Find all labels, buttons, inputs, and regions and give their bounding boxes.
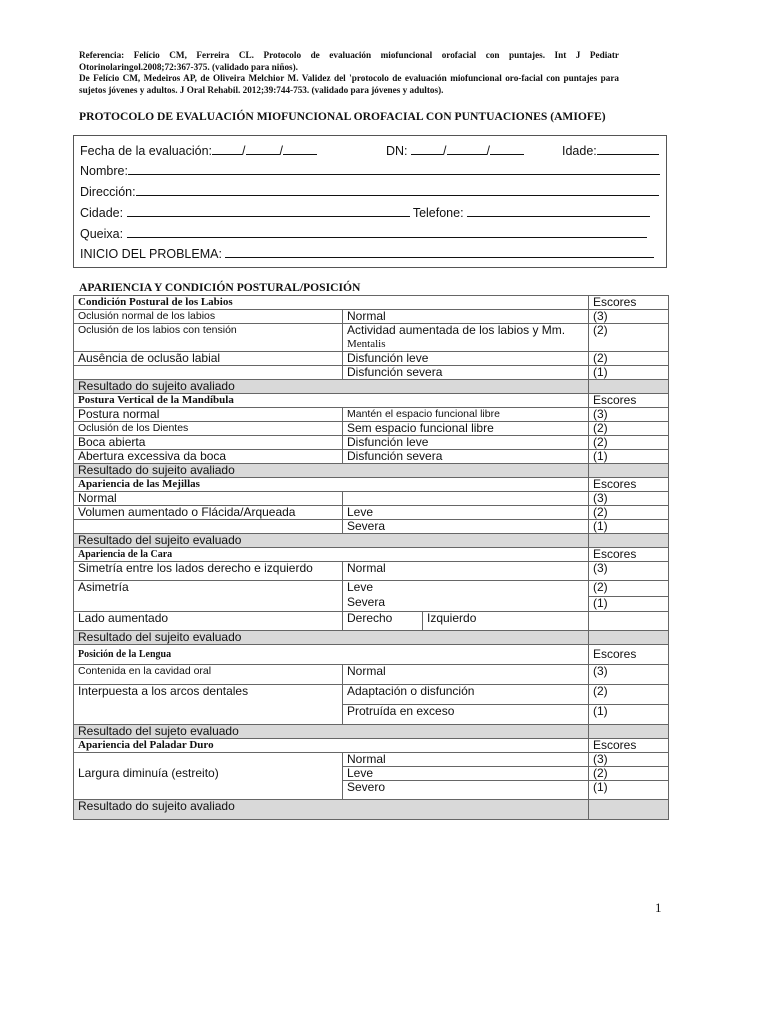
queixa-label: Queixa:: [80, 227, 124, 241]
reference-2: De Felício CM, Medeiros AP, de Oliveira Melchior M. Validez del 'protocolo de evaluación miofuncional oro-facial con puntajes para sujetos jóvenes y adultos. J Oral Rehabil. 2012;39:744-753. (validado para jóvenes y adultos).: [79, 73, 619, 95]
result-field[interactable]: [589, 725, 669, 739]
row-score[interactable]: (1): [589, 520, 669, 534]
result-label: Resultado del sujeito evaluado: [74, 534, 589, 548]
row-score[interactable]: (3): [589, 753, 669, 767]
result-label: Resultado do sujeito avaliado: [74, 464, 589, 478]
scores-header: Escores: [589, 645, 669, 665]
queixa-line: [80, 226, 647, 241]
result-label: Resultado do sujeito avaliado: [74, 380, 589, 394]
group-header-row: [74, 394, 669, 408]
result-field[interactable]: [589, 380, 669, 394]
row-score[interactable]: (2): [589, 422, 669, 436]
result-field[interactable]: [589, 631, 669, 645]
inicio-label: INICIO DEL PROBLEMA:: [80, 247, 222, 261]
labios-header: Condición Postural de los Labios: [74, 296, 589, 310]
table-row: [74, 436, 669, 450]
direccion-label: Dirección:: [80, 185, 136, 199]
scores-header: Escores: [589, 739, 669, 753]
row-condition: Severa: [343, 596, 589, 611]
row-label: Oclusión de los labios con tensión: [74, 324, 343, 352]
result-row: [74, 534, 669, 548]
result-row: [74, 725, 669, 739]
row-condition: Disfunción leve: [343, 352, 589, 366]
dn-month-field[interactable]: [447, 143, 487, 155]
row-label: Boca abierta: [74, 436, 343, 450]
cidade-label: Cidade:: [80, 206, 124, 220]
table-row: [74, 753, 669, 767]
table-row: [74, 581, 669, 597]
side-right-option[interactable]: Derecho: [343, 612, 423, 631]
table-row: [74, 324, 669, 352]
table-row: [74, 665, 669, 685]
group-header-row: [74, 478, 669, 492]
row-score[interactable]: [589, 612, 669, 631]
row-label: Volumen aumentado o Flácida/Arqueada: [74, 506, 343, 520]
table-row: [74, 506, 669, 520]
result-field[interactable]: [589, 800, 669, 820]
scores-header: Escores: [589, 478, 669, 492]
fecha-label: Fecha de la evaluación:: [80, 144, 213, 158]
row-label: Ausência de oclusão labial: [74, 352, 343, 366]
table-row: [74, 366, 669, 380]
result-label: Resultado del sujeto evaluado: [74, 725, 589, 739]
evaluation-table: [73, 295, 669, 820]
condition-line-1: Actividad aumentada de los labios y Mm.: [347, 323, 566, 337]
row-label: Oclusión de los Dientes: [74, 422, 343, 436]
result-label: Resultado del sujeito evaluado: [74, 631, 589, 645]
row-label: Normal: [74, 492, 343, 506]
nombre-line: [80, 163, 660, 178]
group-header-row: [74, 739, 669, 753]
table-row: [74, 310, 669, 324]
telefone-label: Telefone:: [412, 206, 464, 220]
row-score[interactable]: (2): [589, 581, 669, 597]
fecha-year-field[interactable]: [283, 143, 317, 155]
row-score[interactable]: (2): [589, 352, 669, 366]
direccion-line: [80, 184, 659, 199]
row-score[interactable]: (1): [589, 450, 669, 464]
condition-line-2: Mentalis: [347, 338, 386, 350]
table-row: [74, 422, 669, 436]
document-title: PROTOCOLO DE EVALUACIÓN MIOFUNCIONAL OROFACIAL CON PUNTUACIONES (AMIOFE): [79, 110, 606, 123]
row-condition: Leve: [343, 506, 589, 520]
row-score[interactable]: (1): [589, 596, 669, 611]
row-condition: Normal: [343, 310, 589, 324]
date-line: [80, 143, 317, 158]
inicio-field[interactable]: [225, 246, 654, 258]
row-score[interactable]: (2): [589, 685, 669, 705]
row-label: [74, 520, 343, 534]
row-score[interactable]: (3): [589, 408, 669, 422]
row-label: Interpuesta a los arcos dentales: [74, 685, 343, 725]
idade-field[interactable]: [597, 143, 659, 155]
row-score[interactable]: (2): [589, 324, 669, 352]
result-label: Resultado do sujeito avaliado: [74, 800, 589, 820]
telefone-field[interactable]: [467, 205, 650, 217]
row-condition: Disfunción leve: [343, 436, 589, 450]
table-row: [74, 520, 669, 534]
scores-header: Escores: [589, 296, 669, 310]
row-condition: [343, 492, 589, 506]
reference-1: Referencia: Felício CM, Ferreira CL. Protocolo de evaluación miofuncional orofacial con puntajes. Int J Pediatr Otorinolaringol.2008;72:367-375. (validado para niños).: [79, 50, 619, 72]
result-field[interactable]: [589, 464, 669, 478]
row-condition: [343, 324, 589, 352]
dn-label: DN:: [386, 144, 408, 158]
cara-header: Apariencia de la Cara: [74, 548, 589, 562]
row-score[interactable]: (2): [589, 506, 669, 520]
date-sep: /: [486, 144, 490, 158]
row-condition: Severo: [343, 781, 589, 800]
section-title: APARIENCIA Y CONDICIÓN POSTURAL/POSICIÓN: [79, 281, 361, 294]
lengua-header: Posición de la Lengua: [74, 645, 589, 665]
patient-info-box: [73, 135, 667, 268]
result-row: [74, 631, 669, 645]
row-score[interactable]: (3): [589, 492, 669, 506]
table-row: [74, 450, 669, 464]
row-score[interactable]: (1): [589, 366, 669, 380]
cidade-field[interactable]: [127, 205, 410, 217]
date-sep: /: [279, 144, 283, 158]
references: [79, 50, 619, 96]
row-label: [74, 366, 343, 380]
row-score[interactable]: (3): [589, 562, 669, 581]
row-condition: Protruída en exceso: [343, 705, 589, 725]
result-field[interactable]: [589, 534, 669, 548]
date-sep: /: [242, 144, 246, 158]
scores-header: Escores: [589, 394, 669, 408]
nombre-label: Nombre:: [80, 164, 128, 178]
fecha-month-field[interactable]: [246, 143, 280, 155]
table-row: [74, 685, 669, 705]
nombre-field[interactable]: [128, 163, 660, 175]
table-row: [74, 492, 669, 506]
row-label: Abertura excessiva da boca: [74, 450, 343, 464]
row-label: Lado aumentado: [74, 612, 343, 631]
row-score[interactable]: (3): [589, 310, 669, 324]
row-condition: Disfunción severa: [343, 366, 589, 380]
dn-line: [386, 143, 524, 158]
row-condition: Disfunción severa: [343, 450, 589, 464]
row-label: Contenida en la cavidad oral: [74, 665, 343, 685]
row-label: Simetría entre los lados derecho e izquierdo: [74, 562, 343, 581]
page-number: 1: [655, 900, 662, 915]
mandibula-header: Postura Vertical de la Mandíbula: [74, 394, 589, 408]
row-condition: Adaptación o disfunción: [343, 685, 589, 705]
direccion-field[interactable]: [136, 184, 659, 196]
row-condition: Mantén el espacio funcional libre: [343, 408, 589, 422]
fecha-day-field[interactable]: [212, 143, 242, 155]
table-row: [74, 352, 669, 366]
row-label: Asimetría: [74, 581, 343, 612]
row-label: Postura normal: [74, 408, 343, 422]
group-header-row: [74, 645, 669, 665]
result-row: [74, 800, 669, 820]
scores-header: Escores: [589, 548, 669, 562]
group-header-row: [74, 548, 669, 562]
cidade-line: [80, 205, 650, 220]
table-row: [74, 612, 669, 631]
dn-day-field[interactable]: [411, 143, 443, 155]
row-score[interactable]: (1): [589, 705, 669, 725]
result-row: [74, 380, 669, 394]
table-row: [74, 408, 669, 422]
row-condition: Normal: [343, 562, 589, 581]
row-score[interactable]: (1): [589, 781, 669, 800]
row-score[interactable]: (2): [589, 767, 669, 781]
row-score[interactable]: (2): [589, 436, 669, 450]
date-sep: /: [443, 144, 447, 158]
inicio-line: [80, 246, 654, 261]
idade-label: Idade:: [562, 144, 597, 158]
row-condition: Normal: [343, 665, 589, 685]
group-header-row: [74, 296, 669, 310]
row-condition: Leve: [343, 581, 589, 597]
paladar-header: Apariencia del Paladar Duro: [74, 739, 589, 753]
result-row: [74, 464, 669, 478]
row-label: Oclusión normal de los labios: [74, 310, 343, 324]
table-row: [74, 562, 669, 581]
row-condition: Leve: [343, 767, 589, 781]
idade-line: [562, 143, 659, 158]
dn-year-field[interactable]: [490, 143, 524, 155]
row-label: Largura diminuía (estreito): [74, 753, 343, 800]
queixa-field[interactable]: [127, 226, 647, 238]
row-score[interactable]: (3): [589, 665, 669, 685]
row-condition: Sem espacio funcional libre: [343, 422, 589, 436]
mejillas-header: Apariencia de las Mejillas: [74, 478, 589, 492]
side-left-option[interactable]: Izquierdo: [423, 612, 589, 631]
row-condition: Normal: [343, 753, 589, 767]
row-condition: Severa: [343, 520, 589, 534]
